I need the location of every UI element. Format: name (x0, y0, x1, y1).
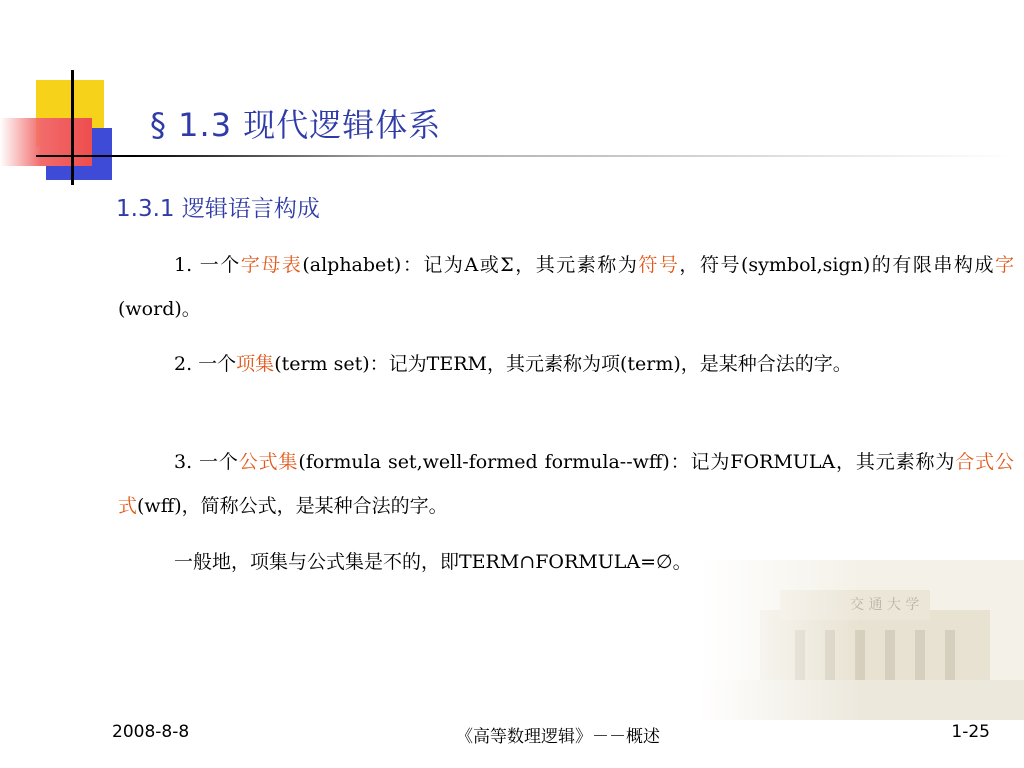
highlight-term: 项集 (236, 353, 275, 375)
paragraph-formula-set (118, 440, 1014, 528)
logo-vertical-line (71, 70, 74, 185)
highlight-term: 字 (994, 254, 1014, 276)
logo-red-bar (0, 118, 92, 166)
paragraph-term-set (118, 342, 1014, 386)
text-run: (formula set,well-formed formula--wff)：记为FORMULA，其元素称为 (298, 451, 956, 473)
highlight-term: 符号 (638, 254, 680, 276)
highlight-term: 字母表 (240, 254, 303, 276)
campus-watermark-image (700, 560, 1024, 720)
text-run: (term set)：记为TERM，其元素称为项(term)，是某种合法的字。 (274, 353, 852, 375)
paragraph-alphabet (118, 243, 1014, 331)
section-subtitle: 1.3.1 逻辑语言构成 (116, 196, 320, 222)
highlight-term: 合式公式 (118, 451, 1014, 517)
text-run: (wff)，简称公式，是某种合法的字。 (137, 495, 448, 517)
text-run: 一般地，项集与公式集是不的，即TERM∩FORMULA=∅。 (174, 551, 692, 573)
text-run: 3. 一个 (174, 451, 239, 473)
slide-title: § 1.3 现代逻辑体系 (150, 106, 442, 144)
text-run: (word)。 (118, 298, 201, 320)
text-run: (alphabet)：记为A或Σ，其元素称为 (302, 254, 639, 276)
text-run: 2. 一个 (174, 353, 237, 375)
text-run: ，符号(symbol,sign)的有限串构成 (679, 254, 995, 276)
highlight-term: 公式集 (238, 451, 299, 473)
footer-date: 2008-8-8 (112, 722, 190, 742)
paragraph-conclusion (118, 540, 1014, 584)
footer-page-number: 1-25 (951, 722, 990, 742)
footer-course-title: 《高等数理逻辑》－－概述 (456, 727, 660, 747)
text-run: 1. 一个 (174, 254, 241, 276)
title-underline (36, 155, 1016, 157)
